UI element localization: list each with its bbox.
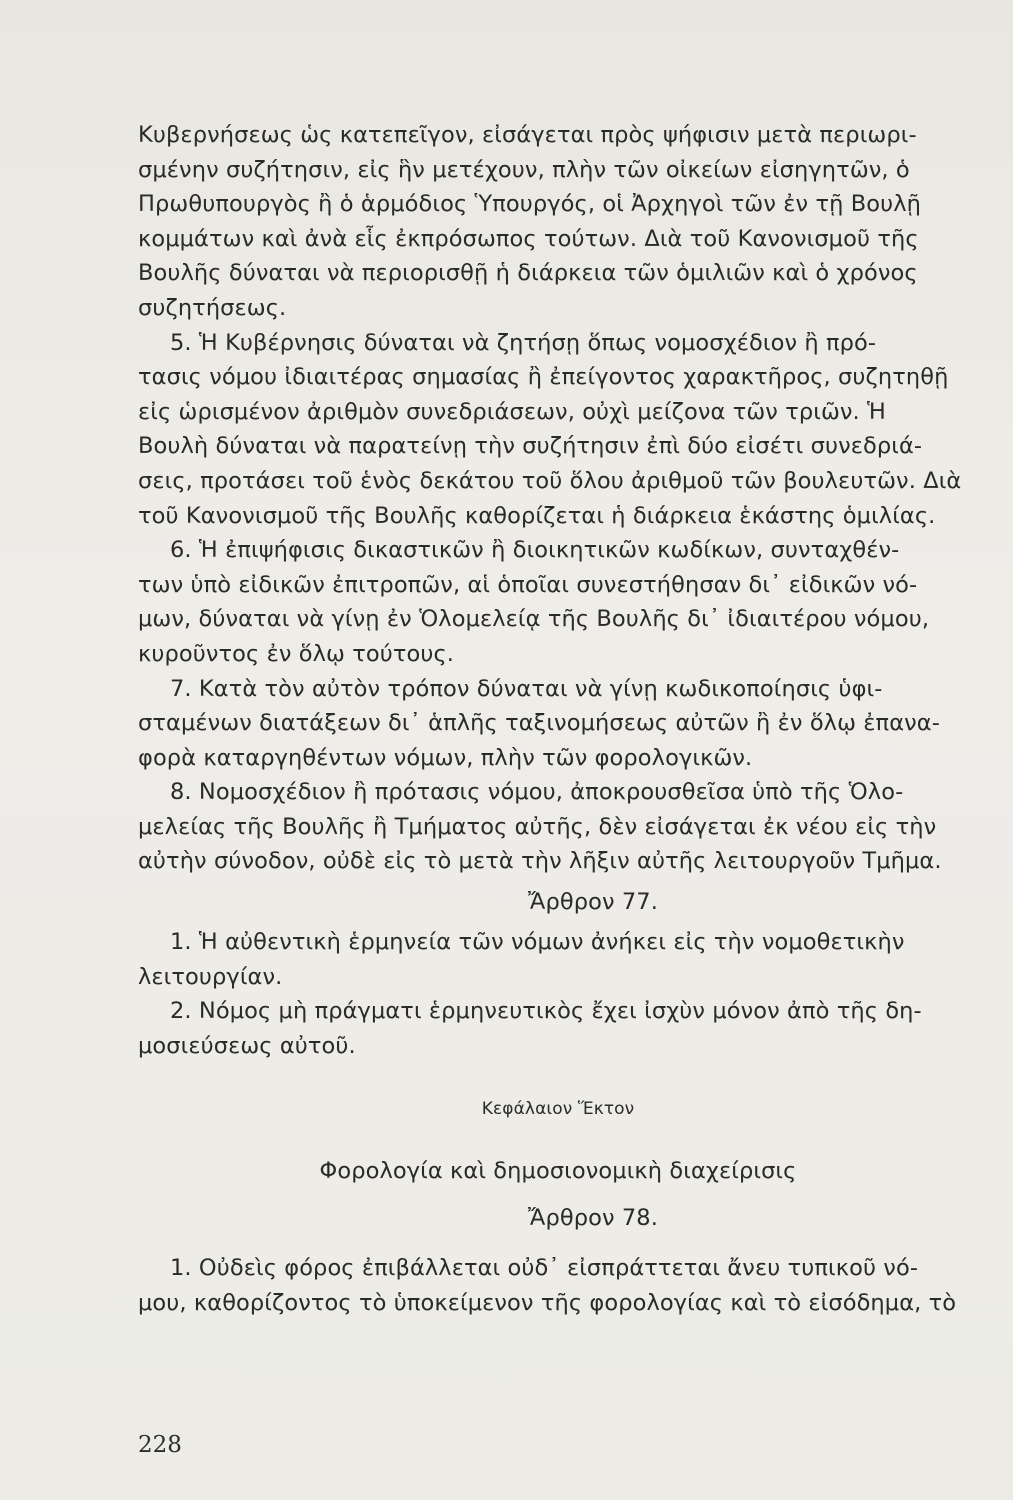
paragraph-6 <box>138 533 968 671</box>
text-line: μελείας τῆς Βουλῆς ἢ Τμήματος αὐτῆς, δὲν εἰσάγεται ἐκ νέου εἰς τὴν <box>138 813 937 840</box>
text-line: συζητήσεως. <box>138 294 287 321</box>
spacer <box>138 1241 968 1251</box>
text-line: εἰς ὡρισμένον ἀριθμὸν συνεδριάσεων, οὐχὶ μείζονα τῶν τριῶν. Ἡ <box>138 398 886 425</box>
text-line: μου, καθορίζοντος τὸ ὑποκείμενον τῆς φορολογίας καὶ τὸ εἰσόδημα, τὸ <box>138 1290 957 1317</box>
chapter-label: Κεφάλαιον Ἕκτον <box>481 1099 635 1120</box>
paragraph-5 <box>138 326 968 534</box>
text-line: 7. Κατὰ τὸν αὐτὸν τρόπον δύναται νὰ γίνῃ κωδικοποίησις ὑφι- <box>170 675 883 702</box>
text-line: των ὑπὸ εἰδικῶν ἐπιτροπῶν, αἱ ὁποῖαι συνεστήθησαν δι᾿ εἰδικῶν νό- <box>138 571 918 598</box>
article-77-heading: Ἄρθρον 77. <box>528 889 658 916</box>
paragraph-continued <box>138 118 968 326</box>
text-line: μοσιεύσεως αὐτοῦ. <box>138 1032 356 1059</box>
text-line: κυροῦντος ἐν ὅλῳ τούτους. <box>138 640 455 667</box>
text-line: μων, δύναται νὰ γίνῃ ἐν Ὁλομελείᾳ τῆς Βουλῆς δι᾿ ἰδιαιτέρου νόμου, <box>138 606 930 633</box>
spacer <box>138 1063 968 1081</box>
text-line: σεις, προτάσει τοῦ ἑνὸς δεκάτου τοῦ ὅλου ἀριθμοῦ τῶν βουλευτῶν. Διὰ <box>138 467 962 494</box>
paragraph-7 <box>138 672 968 776</box>
text-line: λειτουργίαν. <box>138 963 283 990</box>
article-77-paragraph-1 <box>138 925 968 994</box>
text-line: 5. Ἡ Κυβέρνησις δύναται νὰ ζητήσῃ ὅπως νομοσχέδιον ἢ πρό- <box>170 329 877 356</box>
text-line: 2. Νόμος μὴ πράγματι ἑρμηνευτικὸς ἔχει ἰσχὺν μόνον ἀπὸ τῆς δη- <box>170 998 922 1025</box>
text-line: αὐτὴν σύνοδον, οὐδὲ εἰς τὸ μετὰ τὴν λῆξιν αὐτῆς λειτουργοῦν Τμῆμα. <box>138 848 942 875</box>
text-line: Πρωθυπουργὸς ἢ ὁ ἁρμόδιος Ὑπουργός, οἱ Ἀρχηγοὶ τῶν ἐν τῇ Βουλῇ <box>138 191 921 218</box>
page-number: 228 <box>138 1432 182 1458</box>
article-78-paragraph-1 <box>138 1251 968 1320</box>
text-line: Βουλῆς δύναται νὰ περιορισθῇ ἡ διάρκεια τῶν ὁμιλιῶν καὶ ὁ χρόνος <box>138 260 918 287</box>
text-line: 6. Ἡ ἐπιψήφισις δικαστικῶν ἢ διοικητικῶν κωδίκων, συνταχθέν- <box>170 537 900 564</box>
text-line: 1. Οὐδεὶς φόρος ἐπιβάλλεται οὐδ᾿ εἰσπράττεται ἄνευ τυπικοῦ νό- <box>170 1255 919 1282</box>
body-text <box>138 118 968 1321</box>
text-line: Κυβερνήσεως ὡς κατεπεῖγον, εἰσάγεται πρὸς ψήφισιν μετὰ περιωρι- <box>138 122 917 148</box>
text-line: σταμένων διατάξεων δι᾿ ἁπλῆς ταξινομήσεως αὐτῶν ἢ ἐν ὅλῳ ἐπανα- <box>138 710 940 737</box>
text-line: κομμάτων καὶ ἀνὰ εἷς ἐκπρόσωπος τούτων. Διὰ τοῦ Κανονισμοῦ τῆς <box>138 225 919 252</box>
text-line: 8. Νομοσχέδιον ἢ πρότασις νόμου, ἀποκρουσθεῖσα ὑπὸ τῆς Ὁλο- <box>170 779 904 806</box>
text-line: τασις νόμου ἰδιαιτέρας σημασίας ἢ ἐπείγοντος χαρακτῆρος, συζητηθῇ <box>138 364 949 391</box>
text-line: Βουλὴ δύναται νὰ παρατείνῃ τὴν συζήτησιν ἐπὶ δύο εἰσέτι συνεδριά- <box>138 433 923 460</box>
article-78-heading: Ἄρθρον 78. <box>528 1205 658 1232</box>
chapter-title: Φορολογία καὶ δημοσιονομικὴ διαχείρισις <box>319 1158 797 1185</box>
article-77-paragraph-2 <box>138 994 968 1063</box>
paragraph-8 <box>138 775 968 879</box>
text-line: φορὰ καταργηθέντων νόμων, πλὴν τῶν φορολογικῶν. <box>138 744 753 771</box>
text-line: 1. Ἡ αὐθεντικὴ ἑρμηνεία τῶν νόμων ἀνήκει εἰς τὴν νομοθετικὴν <box>170 929 905 956</box>
text-line: σμένην συζήτησιν, εἰς ἣν μετέχουν, πλὴν τῶν οἰκείων εἰσηγητῶν, ὁ <box>138 156 910 183</box>
text-line: τοῦ Κανονισμοῦ τῆς Βουλῆς καθορίζεται ἡ διάρκεια ἑκάστης ὁμιλίας. <box>138 502 936 529</box>
spacer <box>138 1137 968 1147</box>
